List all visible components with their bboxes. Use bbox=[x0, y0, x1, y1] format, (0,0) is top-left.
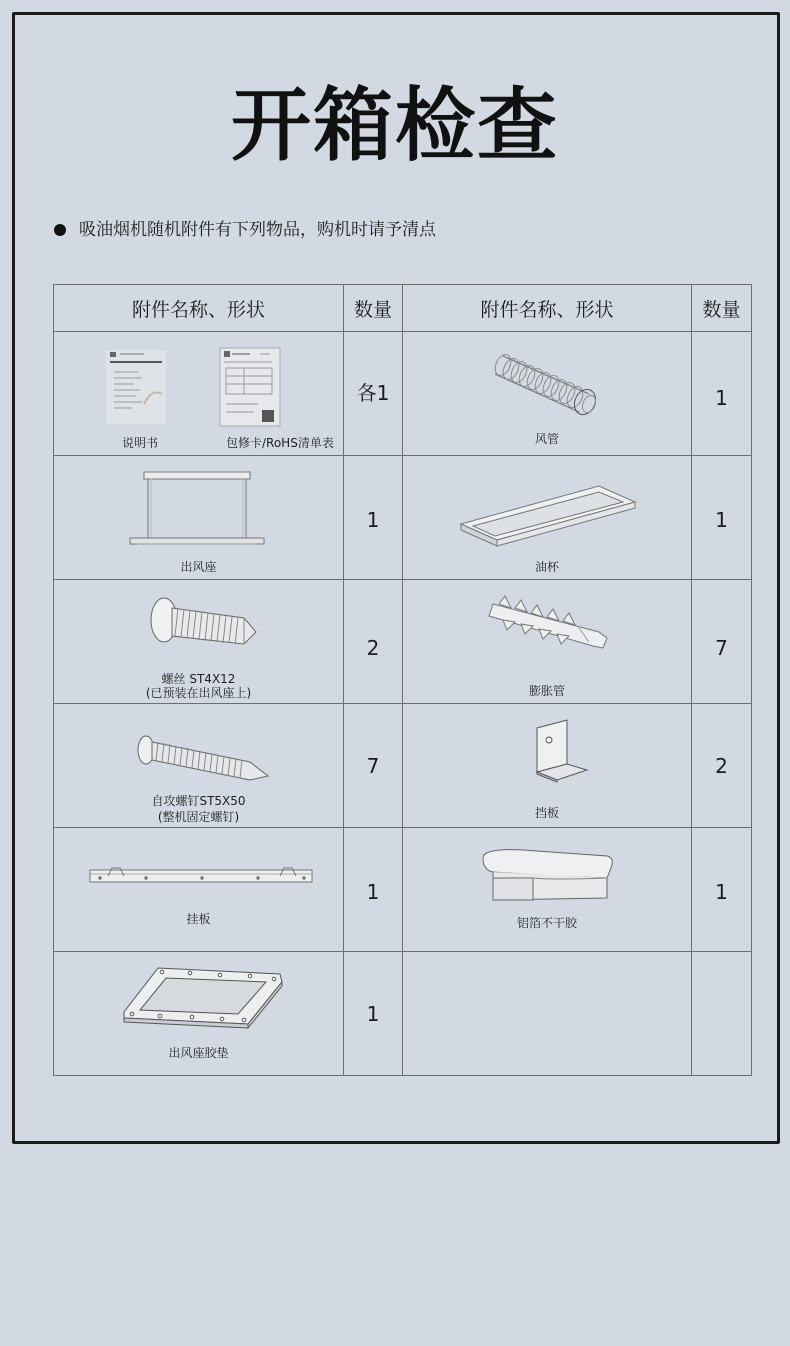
table-row bbox=[54, 332, 752, 456]
intro-line bbox=[54, 216, 436, 244]
qty-cell bbox=[344, 580, 403, 704]
item-cell bbox=[403, 580, 692, 704]
table-row bbox=[54, 580, 752, 704]
qty-cell bbox=[692, 580, 752, 704]
item-cell bbox=[403, 828, 692, 952]
qty-cell bbox=[692, 332, 752, 456]
qty-cell bbox=[344, 332, 403, 456]
item-cell bbox=[54, 704, 344, 828]
qty-cell bbox=[344, 704, 403, 828]
item-cell bbox=[54, 332, 344, 456]
qty-value: 1 bbox=[366, 880, 380, 904]
item-caption: 挂板 bbox=[186, 912, 211, 926]
item-caption: 油杯 bbox=[534, 560, 559, 574]
item-caption: 挡板 bbox=[534, 806, 559, 820]
qty-value: 7 bbox=[715, 636, 728, 660]
item-caption-note: (已预装在出风座上) bbox=[145, 686, 252, 700]
item-caption: 膨胀管 bbox=[528, 684, 565, 698]
aluminum-foil-tape-icon bbox=[403, 828, 691, 952]
qty-cell bbox=[344, 828, 403, 952]
accessory-table bbox=[53, 284, 752, 1076]
qty-value: 7 bbox=[366, 754, 380, 778]
empty-item-cell bbox=[403, 952, 692, 1076]
table-row bbox=[54, 952, 752, 1076]
intro-text: 吸油烟机随机附件有下列物品，购机时请予清点 bbox=[79, 220, 436, 240]
table-row bbox=[54, 828, 752, 952]
qty-value: 1 bbox=[366, 508, 380, 532]
qty-cell bbox=[344, 456, 403, 580]
item-cell bbox=[54, 828, 344, 952]
item-caption: 风管 bbox=[534, 432, 559, 446]
table-row bbox=[54, 456, 752, 580]
item-cell bbox=[403, 332, 692, 456]
bullet-icon bbox=[54, 224, 66, 236]
item-cell bbox=[54, 952, 344, 1076]
table-header-row bbox=[54, 285, 752, 332]
item-caption: 出风座胶垫 bbox=[168, 1046, 229, 1060]
item-caption-note: (整机固定螺钉) bbox=[157, 810, 240, 824]
item-caption: 螺丝 ST4X12 bbox=[161, 672, 236, 686]
item-caption: 包修卡/RoHS清单表 bbox=[226, 436, 334, 450]
page-title: 开箱检查 bbox=[231, 79, 559, 172]
item-cell bbox=[403, 704, 692, 828]
item-cell bbox=[54, 456, 344, 580]
item-caption: 说明书 bbox=[122, 436, 159, 450]
qty-value: 1 bbox=[715, 508, 728, 532]
qty-cell bbox=[344, 952, 403, 1076]
qty-value: 2 bbox=[366, 636, 380, 660]
table-row bbox=[54, 704, 752, 828]
header-qty-right: 数量 bbox=[692, 285, 752, 332]
header-name-left: 附件名称、形状 bbox=[54, 285, 344, 332]
item-cell bbox=[403, 456, 692, 580]
qty-value: 1 bbox=[366, 1002, 380, 1026]
header-name-right: 附件名称、形状 bbox=[403, 285, 692, 332]
qty-value: 1 bbox=[715, 386, 728, 410]
qty-cell bbox=[692, 828, 752, 952]
hanging-plate-icon bbox=[54, 828, 342, 952]
item-caption: 铝箔不干胶 bbox=[516, 916, 577, 930]
qty-value: 各1 bbox=[356, 381, 390, 405]
qty-value: 1 bbox=[715, 880, 728, 904]
item-caption: 自攻螺钉ST5X50 bbox=[151, 794, 246, 808]
item-cell bbox=[54, 580, 344, 704]
empty-qty-cell bbox=[692, 952, 752, 1076]
item-caption: 出风座 bbox=[180, 560, 217, 574]
qty-cell bbox=[692, 456, 752, 580]
header-qty-left: 数量 bbox=[344, 285, 403, 332]
qty-cell bbox=[692, 704, 752, 828]
qty-value: 2 bbox=[715, 754, 728, 778]
